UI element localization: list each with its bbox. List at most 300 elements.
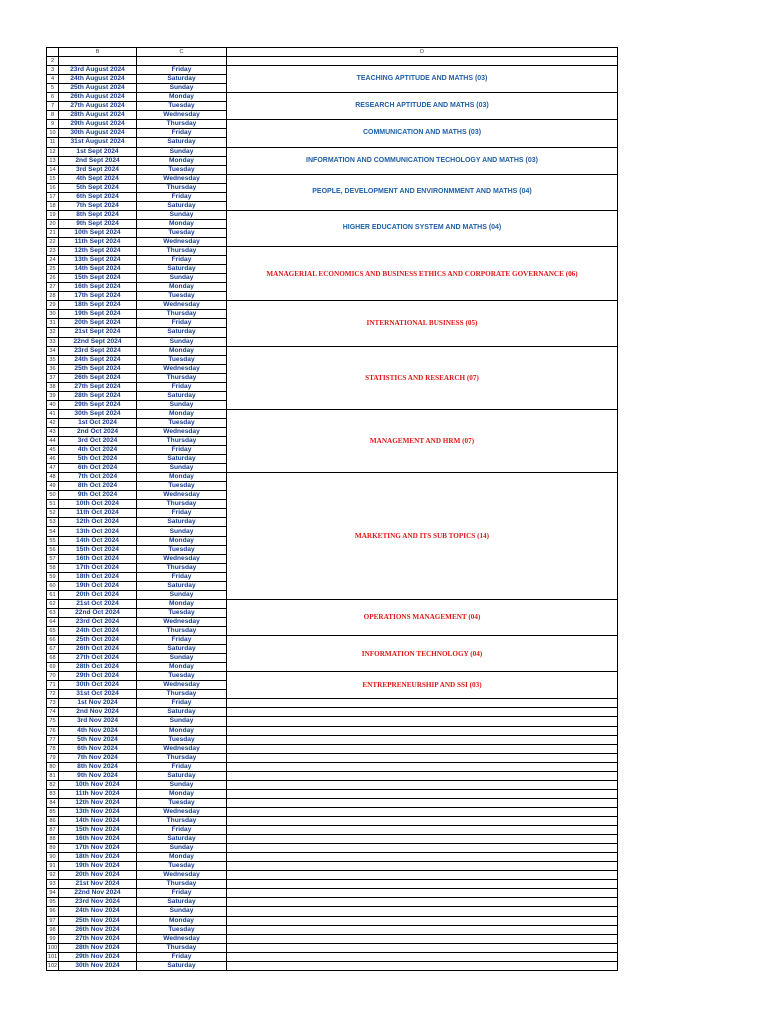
date-cell[interactable]: 7th Nov 2024 [59, 753, 137, 762]
date-cell[interactable]: 10th Sept 2024 [59, 228, 137, 237]
date-cell[interactable]: 6th Oct 2024 [59, 464, 137, 473]
row-number[interactable]: 13 [47, 156, 59, 165]
weekday-cell[interactable]: Wednesday [137, 491, 227, 500]
weekday-cell[interactable]: Tuesday [137, 102, 227, 111]
row-number[interactable]: 36 [47, 364, 59, 373]
weekday-cell[interactable]: Tuesday [137, 862, 227, 871]
weekday-cell[interactable]: Monday [137, 663, 227, 672]
topic-cell[interactable]: PEOPLE, DEVELOPMENT AND ENVIRONMMENT AND MATHS (04) [227, 174, 618, 210]
date-cell[interactable]: 26th Sept 2024 [59, 373, 137, 382]
empty-topic-cell[interactable] [227, 871, 618, 880]
empty-cell[interactable] [59, 57, 137, 66]
date-cell[interactable]: 27th Nov 2024 [59, 934, 137, 943]
empty-topic-cell[interactable] [227, 699, 618, 708]
row-number[interactable]: 88 [47, 835, 59, 844]
row-number[interactable]: 47 [47, 464, 59, 473]
date-cell[interactable]: 19th Nov 2024 [59, 862, 137, 871]
row-number[interactable]: 57 [47, 554, 59, 563]
date-cell[interactable]: 26th Oct 2024 [59, 645, 137, 654]
row-number[interactable]: 94 [47, 889, 59, 898]
date-cell[interactable]: 22nd Sept 2024 [59, 337, 137, 346]
weekday-cell[interactable]: Friday [137, 509, 227, 518]
row-number[interactable]: 98 [47, 925, 59, 934]
empty-topic-cell[interactable] [227, 907, 618, 916]
date-cell[interactable]: 21st Sept 2024 [59, 328, 137, 337]
weekday-cell[interactable]: Tuesday [137, 482, 227, 491]
weekday-cell[interactable]: Tuesday [137, 545, 227, 554]
weekday-cell[interactable]: Tuesday [137, 228, 227, 237]
empty-topic-cell[interactable] [227, 925, 618, 934]
weekday-cell[interactable]: Monday [137, 346, 227, 355]
empty-topic-cell[interactable] [227, 916, 618, 925]
weekday-cell[interactable]: Sunday [137, 844, 227, 853]
row-number[interactable]: 101 [47, 953, 58, 960]
weekday-cell[interactable]: Monday [137, 726, 227, 735]
empty-topic-cell[interactable] [227, 853, 618, 862]
date-cell[interactable]: 3rd Sept 2024 [59, 165, 137, 174]
weekday-cell[interactable]: Thursday [137, 120, 227, 129]
weekday-cell[interactable]: Friday [137, 319, 227, 328]
date-cell[interactable]: 1st Sept 2024 [59, 147, 137, 156]
date-cell[interactable]: 28th Sept 2024 [59, 391, 137, 400]
date-cell[interactable]: 4th Sept 2024 [59, 174, 137, 183]
date-cell[interactable]: 6th Nov 2024 [59, 744, 137, 753]
row-number[interactable]: 85 [47, 807, 59, 816]
empty-topic-cell[interactable] [227, 934, 618, 943]
row-number[interactable]: 46 [47, 455, 59, 464]
row-number[interactable]: 31 [47, 319, 59, 328]
date-cell[interactable]: 30th August 2024 [59, 129, 137, 138]
row-number[interactable]: 86 [47, 816, 59, 825]
row-number[interactable]: 45 [47, 446, 59, 455]
row-number[interactable]: 70 [47, 672, 59, 681]
row-number[interactable]: 9 [47, 120, 59, 129]
date-cell[interactable]: 27th Sept 2024 [59, 382, 137, 391]
date-cell[interactable]: 14th Oct 2024 [59, 536, 137, 545]
row-number[interactable]: 99 [47, 934, 59, 943]
date-cell[interactable]: 13th Nov 2024 [59, 807, 137, 816]
row-number[interactable]: 41 [47, 409, 59, 418]
date-cell[interactable]: 29th Sept 2024 [59, 400, 137, 409]
date-cell[interactable]: 29th Nov 2024 [59, 952, 137, 961]
weekday-cell[interactable]: Saturday [137, 391, 227, 400]
empty-topic-cell[interactable] [227, 844, 618, 853]
date-cell[interactable]: 16th Nov 2024 [59, 835, 137, 844]
weekday-cell[interactable]: Monday [137, 853, 227, 862]
date-cell[interactable]: 27th Oct 2024 [59, 654, 137, 663]
row-number[interactable]: 10 [47, 129, 59, 138]
weekday-cell[interactable]: Thursday [137, 690, 227, 699]
row-number[interactable]: 11 [47, 138, 59, 147]
empty-cell[interactable] [137, 57, 227, 66]
empty-topic-cell[interactable] [227, 780, 618, 789]
row-number[interactable]: 28 [47, 292, 59, 301]
empty-topic-cell[interactable] [227, 762, 618, 771]
date-cell[interactable]: 23rd Oct 2024 [59, 617, 137, 626]
row-number[interactable]: 48 [47, 473, 59, 482]
row-number[interactable]: 51 [47, 500, 59, 509]
row-number[interactable]: 87 [47, 826, 59, 835]
row-number[interactable]: 29 [47, 301, 59, 310]
row-number[interactable]: 58 [47, 563, 59, 572]
row-number[interactable]: 2 [47, 57, 59, 66]
row-number[interactable]: 92 [47, 871, 59, 880]
column-header-b[interactable]: B [59, 48, 137, 57]
weekday-cell[interactable]: Thursday [137, 500, 227, 509]
empty-topic-cell[interactable] [227, 826, 618, 835]
weekday-cell[interactable]: Tuesday [137, 672, 227, 681]
date-cell[interactable]: 27th August 2024 [59, 102, 137, 111]
weekday-cell[interactable]: Wednesday [137, 237, 227, 246]
date-cell[interactable]: 16th Oct 2024 [59, 554, 137, 563]
weekday-cell[interactable]: Wednesday [137, 427, 227, 436]
date-cell[interactable]: 18th Nov 2024 [59, 853, 137, 862]
date-cell[interactable]: 23rd August 2024 [59, 66, 137, 75]
row-number[interactable]: 100 [47, 944, 58, 951]
weekday-cell[interactable]: Wednesday [137, 744, 227, 753]
date-cell[interactable]: 2nd Sept 2024 [59, 156, 137, 165]
date-cell[interactable]: 23rd Sept 2024 [59, 346, 137, 355]
empty-topic-cell[interactable] [227, 717, 618, 726]
date-cell[interactable]: 31st Oct 2024 [59, 690, 137, 699]
row-number[interactable]: 25 [47, 265, 59, 274]
date-cell[interactable]: 25th Sept 2024 [59, 364, 137, 373]
row-number[interactable]: 59 [47, 572, 59, 581]
date-cell[interactable]: 11th Nov 2024 [59, 789, 137, 798]
weekday-cell[interactable]: Tuesday [137, 418, 227, 427]
date-cell[interactable]: 14th Nov 2024 [59, 816, 137, 825]
weekday-cell[interactable]: Tuesday [137, 292, 227, 301]
weekday-cell[interactable]: Sunday [137, 464, 227, 473]
date-cell[interactable]: 11th Sept 2024 [59, 237, 137, 246]
row-number[interactable]: 22 [47, 237, 59, 246]
row-number[interactable]: 35 [47, 355, 59, 364]
row-number[interactable]: 24 [47, 256, 59, 265]
row-number[interactable]: 53 [47, 518, 59, 527]
date-cell[interactable]: 25th August 2024 [59, 84, 137, 93]
weekday-cell[interactable]: Saturday [137, 138, 227, 147]
row-number[interactable]: 23 [47, 247, 59, 256]
row-number[interactable]: 18 [47, 201, 59, 210]
date-cell[interactable]: 23rd Nov 2024 [59, 898, 137, 907]
row-number[interactable]: 34 [47, 346, 59, 355]
topic-cell[interactable]: MANAGEMENT AND HRM (07) [227, 409, 618, 472]
row-number[interactable]: 38 [47, 382, 59, 391]
weekday-cell[interactable]: Tuesday [137, 798, 227, 807]
date-cell[interactable]: 13th Oct 2024 [59, 527, 137, 536]
weekday-cell[interactable]: Saturday [137, 201, 227, 210]
topic-cell[interactable]: INTERNATIONAL BUSINESS (05) [227, 301, 618, 346]
row-number[interactable]: 40 [47, 400, 59, 409]
weekday-cell[interactable]: Monday [137, 789, 227, 798]
row-number[interactable]: 16 [47, 183, 59, 192]
weekday-cell[interactable]: Tuesday [137, 355, 227, 364]
row-number[interactable]: 91 [47, 862, 59, 871]
row-number[interactable]: 12 [47, 147, 59, 156]
date-cell[interactable]: 17th Nov 2024 [59, 844, 137, 853]
date-cell[interactable]: 18th Sept 2024 [59, 301, 137, 310]
date-cell[interactable]: 17th Sept 2024 [59, 292, 137, 301]
row-number[interactable]: 42 [47, 418, 59, 427]
row-number[interactable]: 62 [47, 599, 59, 608]
date-cell[interactable]: 6th Sept 2024 [59, 192, 137, 201]
row-number[interactable]: 26 [47, 274, 59, 283]
row-number[interactable]: 78 [47, 744, 59, 753]
date-cell[interactable]: 19th Oct 2024 [59, 581, 137, 590]
date-cell[interactable]: 8th Oct 2024 [59, 482, 137, 491]
weekday-cell[interactable]: Sunday [137, 780, 227, 789]
weekday-cell[interactable]: Friday [137, 826, 227, 835]
weekday-cell[interactable]: Saturday [137, 835, 227, 844]
row-number[interactable]: 61 [47, 590, 59, 599]
date-cell[interactable]: 5th Oct 2024 [59, 455, 137, 464]
weekday-cell[interactable]: Sunday [137, 84, 227, 93]
empty-topic-cell[interactable] [227, 798, 618, 807]
weekday-cell[interactable]: Sunday [137, 210, 227, 219]
empty-topic-cell[interactable] [227, 744, 618, 753]
weekday-cell[interactable]: Sunday [137, 717, 227, 726]
weekday-cell[interactable]: Tuesday [137, 735, 227, 744]
weekday-cell[interactable]: Saturday [137, 645, 227, 654]
weekday-cell[interactable]: Thursday [137, 563, 227, 572]
row-number[interactable]: 30 [47, 310, 59, 319]
empty-topic-cell[interactable] [227, 735, 618, 744]
weekday-cell[interactable]: Thursday [137, 627, 227, 636]
date-cell[interactable]: 10th Oct 2024 [59, 500, 137, 509]
date-cell[interactable]: 29th August 2024 [59, 120, 137, 129]
weekday-cell[interactable]: Wednesday [137, 681, 227, 690]
empty-topic-cell[interactable] [227, 816, 618, 825]
empty-topic-cell[interactable] [227, 961, 618, 970]
date-cell[interactable]: 21st Oct 2024 [59, 599, 137, 608]
date-cell[interactable]: 16th Sept 2024 [59, 283, 137, 292]
date-cell[interactable]: 18th Oct 2024 [59, 572, 137, 581]
row-number[interactable]: 60 [47, 581, 59, 590]
date-cell[interactable]: 2nd Nov 2024 [59, 708, 137, 717]
row-number[interactable]: 7 [47, 102, 59, 111]
date-cell[interactable]: 22nd Oct 2024 [59, 608, 137, 617]
row-number[interactable]: 8 [47, 111, 59, 120]
weekday-cell[interactable]: Saturday [137, 708, 227, 717]
weekday-cell[interactable]: Monday [137, 219, 227, 228]
date-cell[interactable]: 9th Nov 2024 [59, 771, 137, 780]
row-number[interactable]: 81 [47, 771, 59, 780]
date-cell[interactable]: 31st August 2024 [59, 138, 137, 147]
date-cell[interactable]: 8th Nov 2024 [59, 762, 137, 771]
date-cell[interactable]: 30th Oct 2024 [59, 681, 137, 690]
date-cell[interactable]: 30th Sept 2024 [59, 409, 137, 418]
weekday-cell[interactable]: Saturday [137, 581, 227, 590]
date-cell[interactable]: 20th Nov 2024 [59, 871, 137, 880]
date-cell[interactable]: 9th Sept 2024 [59, 219, 137, 228]
row-number[interactable]: 76 [47, 726, 59, 735]
weekday-cell[interactable]: Friday [137, 952, 227, 961]
row-number[interactable]: 96 [47, 907, 59, 916]
weekday-cell[interactable]: Saturday [137, 898, 227, 907]
date-cell[interactable]: 15th Nov 2024 [59, 826, 137, 835]
column-header-c[interactable]: C [137, 48, 227, 57]
date-cell[interactable]: 29th Oct 2024 [59, 672, 137, 681]
weekday-cell[interactable]: Sunday [137, 590, 227, 599]
weekday-cell[interactable]: Saturday [137, 75, 227, 84]
date-cell[interactable]: 30th Nov 2024 [59, 961, 137, 970]
row-number[interactable]: 80 [47, 762, 59, 771]
row-number[interactable]: 69 [47, 663, 59, 672]
weekday-cell[interactable]: Friday [137, 129, 227, 138]
weekday-cell[interactable]: Saturday [137, 518, 227, 527]
date-cell[interactable]: 24th August 2024 [59, 75, 137, 84]
row-number[interactable]: 37 [47, 373, 59, 382]
row-number[interactable]: 54 [47, 527, 59, 536]
date-cell[interactable]: 9th Oct 2024 [59, 491, 137, 500]
weekday-cell[interactable]: Thursday [137, 310, 227, 319]
empty-topic-cell[interactable] [227, 952, 618, 961]
weekday-cell[interactable]: Tuesday [137, 165, 227, 174]
date-cell[interactable]: 5th Sept 2024 [59, 183, 137, 192]
weekday-cell[interactable]: Saturday [137, 328, 227, 337]
date-cell[interactable]: 20th Sept 2024 [59, 319, 137, 328]
row-number[interactable]: 66 [47, 636, 59, 645]
weekday-cell[interactable]: Wednesday [137, 871, 227, 880]
empty-topic-cell[interactable] [227, 835, 618, 844]
row-number[interactable]: 5 [47, 84, 59, 93]
weekday-cell[interactable]: Friday [137, 889, 227, 898]
empty-topic-cell[interactable] [227, 943, 618, 952]
row-number[interactable]: 55 [47, 536, 59, 545]
weekday-cell[interactable]: Saturday [137, 265, 227, 274]
weekday-cell[interactable]: Sunday [137, 654, 227, 663]
weekday-cell[interactable]: Sunday [137, 400, 227, 409]
topic-cell[interactable]: STATISTICS AND RESEARCH (07) [227, 346, 618, 409]
empty-topic-cell[interactable] [227, 898, 618, 907]
date-cell[interactable]: 1st Oct 2024 [59, 418, 137, 427]
topic-cell[interactable]: INFORMATION AND COMMUNICATION TECHOLOGY AND MATHS (03) [227, 147, 618, 174]
date-cell[interactable]: 3rd Oct 2024 [59, 437, 137, 446]
weekday-cell[interactable]: Friday [137, 636, 227, 645]
row-number[interactable]: 67 [47, 645, 59, 654]
row-number[interactable]: 39 [47, 391, 59, 400]
date-cell[interactable]: 8th Sept 2024 [59, 210, 137, 219]
weekday-cell[interactable]: Monday [137, 283, 227, 292]
weekday-cell[interactable]: Saturday [137, 771, 227, 780]
row-number[interactable]: 32 [47, 328, 59, 337]
row-number[interactable]: 71 [47, 681, 59, 690]
row-number[interactable]: 15 [47, 174, 59, 183]
row-number[interactable]: 82 [47, 780, 59, 789]
date-cell[interactable]: 3rd Nov 2024 [59, 717, 137, 726]
weekday-cell[interactable]: Saturday [137, 961, 227, 970]
row-number[interactable]: 50 [47, 491, 59, 500]
date-cell[interactable]: 24th Nov 2024 [59, 907, 137, 916]
row-number[interactable]: 84 [47, 798, 59, 807]
weekday-cell[interactable]: Monday [137, 599, 227, 608]
row-number[interactable]: 72 [47, 690, 59, 699]
weekday-cell[interactable]: Wednesday [137, 934, 227, 943]
weekday-cell[interactable]: Wednesday [137, 554, 227, 563]
row-number[interactable]: 21 [47, 228, 59, 237]
weekday-cell[interactable]: Sunday [137, 527, 227, 536]
weekday-cell[interactable]: Monday [137, 536, 227, 545]
empty-topic-cell[interactable] [227, 880, 618, 889]
row-number[interactable]: 49 [47, 482, 59, 491]
row-number[interactable]: 97 [47, 916, 59, 925]
date-cell[interactable]: 25th Oct 2024 [59, 636, 137, 645]
empty-cell[interactable] [227, 57, 618, 66]
date-cell[interactable]: 28th Oct 2024 [59, 663, 137, 672]
date-cell[interactable]: 11th Oct 2024 [59, 509, 137, 518]
weekday-cell[interactable]: Friday [137, 699, 227, 708]
weekday-cell[interactable]: Thursday [137, 816, 227, 825]
weekday-cell[interactable]: Thursday [137, 753, 227, 762]
topic-cell[interactable]: MANAGERIAL ECONOMICS AND BUSINESS ETHICS AND CORPORATE GOVERNANCE (06) [227, 247, 618, 301]
weekday-cell[interactable]: Sunday [137, 274, 227, 283]
date-cell[interactable]: 15th Oct 2024 [59, 545, 137, 554]
weekday-cell[interactable]: Thursday [137, 373, 227, 382]
row-number[interactable]: 64 [47, 617, 59, 626]
date-cell[interactable]: 24th Oct 2024 [59, 627, 137, 636]
row-number[interactable]: 56 [47, 545, 59, 554]
row-number[interactable]: 93 [47, 880, 59, 889]
row-number[interactable]: 74 [47, 708, 59, 717]
weekday-cell[interactable]: Wednesday [137, 174, 227, 183]
weekday-cell[interactable]: Sunday [137, 907, 227, 916]
column-header-d[interactable]: D [227, 48, 618, 57]
row-number[interactable]: 83 [47, 789, 59, 798]
weekday-cell[interactable]: Thursday [137, 880, 227, 889]
row-number[interactable]: 75 [47, 717, 59, 726]
weekday-cell[interactable]: Wednesday [137, 364, 227, 373]
date-cell[interactable]: 28th August 2024 [59, 111, 137, 120]
topic-cell[interactable]: HIGHER EDUCATION SYSTEM AND MATHS (04) [227, 210, 618, 246]
empty-topic-cell[interactable] [227, 789, 618, 798]
weekday-cell[interactable]: Monday [137, 409, 227, 418]
topic-cell[interactable]: RESEARCH APTITUDE AND MATHS (03) [227, 93, 618, 120]
date-cell[interactable]: 22nd Nov 2024 [59, 889, 137, 898]
weekday-cell[interactable]: Monday [137, 93, 227, 102]
weekday-cell[interactable]: Monday [137, 473, 227, 482]
date-cell[interactable]: 12th Nov 2024 [59, 798, 137, 807]
weekday-cell[interactable]: Thursday [137, 943, 227, 952]
date-cell[interactable]: 2nd Oct 2024 [59, 427, 137, 436]
date-cell[interactable]: 24th Sept 2024 [59, 355, 137, 364]
row-number[interactable]: 4 [47, 75, 59, 84]
topic-cell[interactable]: COMMUNICATION AND MATHS (03) [227, 120, 618, 147]
row-number[interactable]: 63 [47, 608, 59, 617]
row-number[interactable]: 95 [47, 898, 59, 907]
weekday-cell[interactable]: Friday [137, 192, 227, 201]
weekday-cell[interactable]: Wednesday [137, 111, 227, 120]
topic-cell[interactable]: OPERATIONS MANAGEMENT (04) [227, 599, 618, 635]
empty-topic-cell[interactable] [227, 807, 618, 816]
date-cell[interactable]: 19th Sept 2024 [59, 310, 137, 319]
row-number[interactable]: 33 [47, 337, 59, 346]
row-number[interactable]: 77 [47, 735, 59, 744]
weekday-cell[interactable]: Friday [137, 572, 227, 581]
date-cell[interactable]: 25th Nov 2024 [59, 916, 137, 925]
row-number[interactable]: 73 [47, 699, 59, 708]
row-number[interactable]: 6 [47, 93, 59, 102]
row-number[interactable]: 52 [47, 509, 59, 518]
date-cell[interactable]: 10th Nov 2024 [59, 780, 137, 789]
weekday-cell[interactable]: Friday [137, 382, 227, 391]
weekday-cell[interactable]: Tuesday [137, 608, 227, 617]
weekday-cell[interactable]: Thursday [137, 247, 227, 256]
date-cell[interactable]: 13th Sept 2024 [59, 256, 137, 265]
weekday-cell[interactable]: Sunday [137, 147, 227, 156]
weekday-cell[interactable]: Sunday [137, 337, 227, 346]
row-number[interactable]: 79 [47, 753, 59, 762]
date-cell[interactable]: 26th Nov 2024 [59, 925, 137, 934]
